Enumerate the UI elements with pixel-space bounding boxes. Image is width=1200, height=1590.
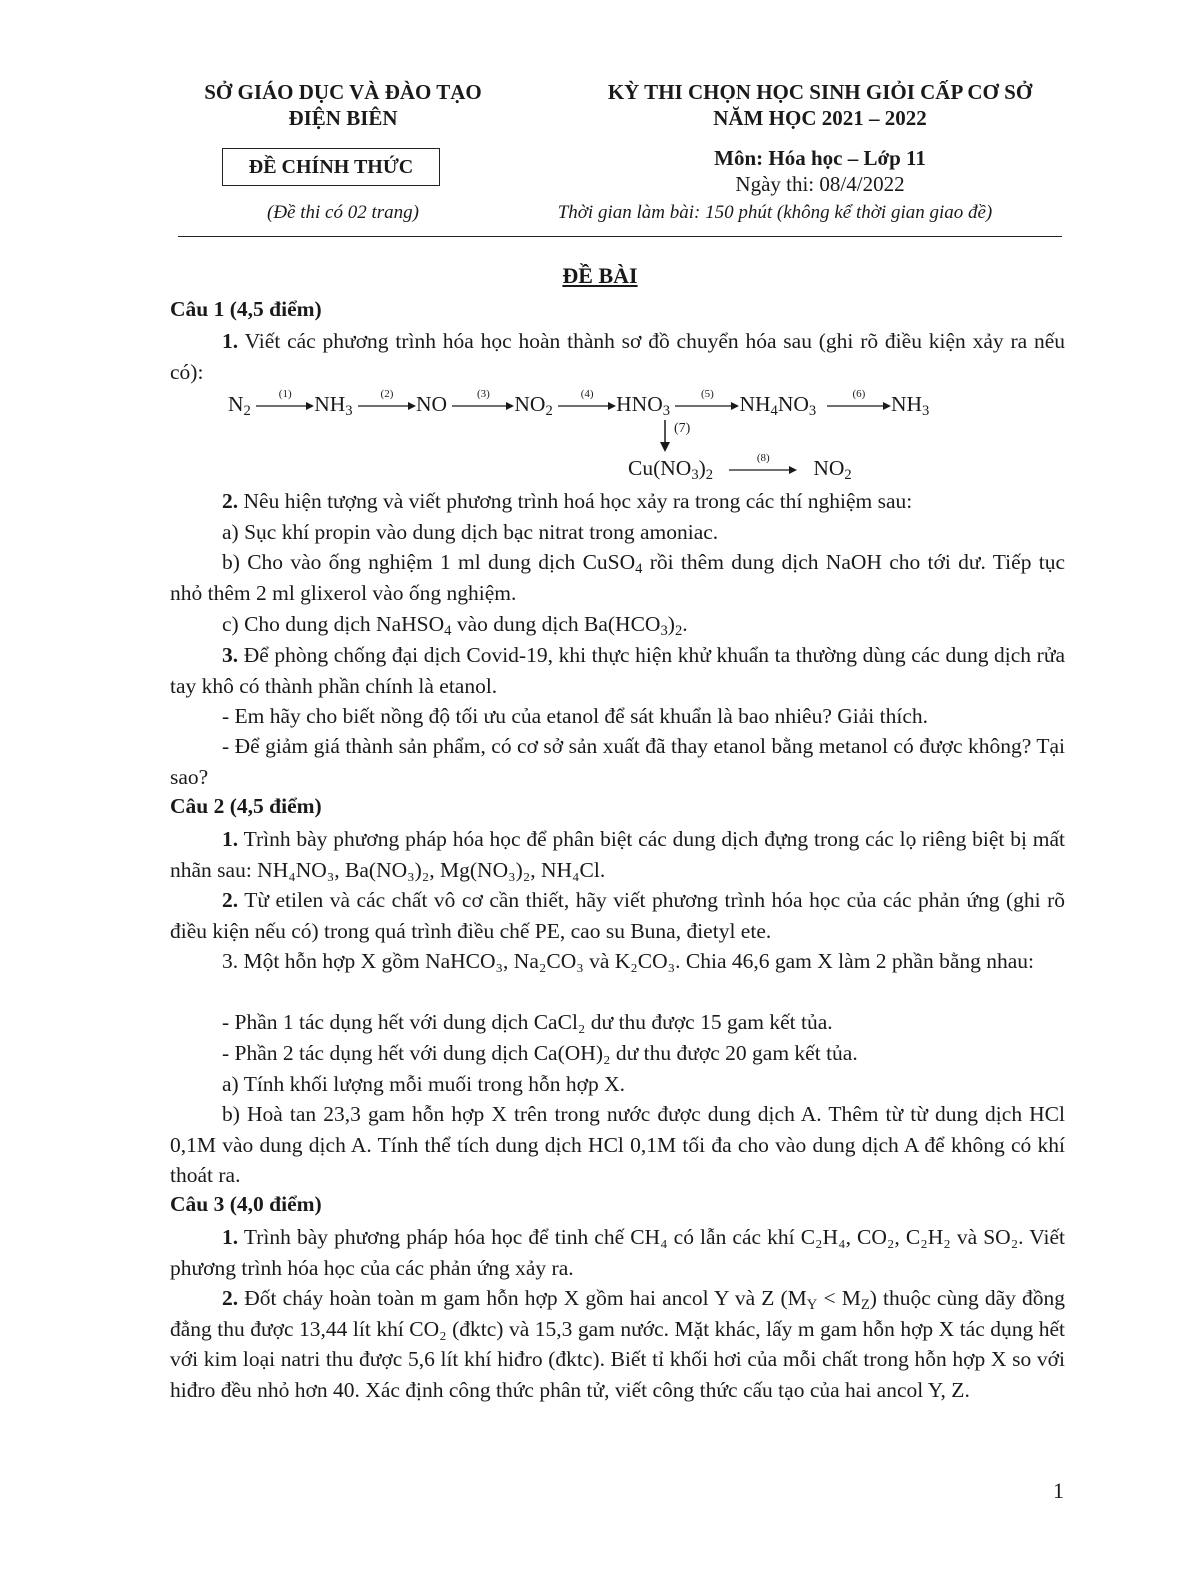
q2-part3-bullet2: - Phần 2 tác dụng hết với dung dịch Ca(OH)₂ dư thu được 20 gam kết tủa. [222, 1041, 858, 1065]
q1-part2-text: Nêu hiện tượng và viết phương trình hoá học xảy ra trong các thí nghiệm sau: [243, 489, 913, 513]
chem-no: NO [415, 392, 448, 416]
department-name: SỞ GIÁO DỤC VÀ ĐÀO TẠO [204, 80, 482, 104]
official-exam-label: ĐỀ CHÍNH THỨC [222, 148, 440, 186]
q3-part2-text: Đốt cháy hoàn toàn m gam hỗn hợp X gồm hai ancol Y và Z $(M_Y < M_Z)$ thuộc cùng dãy đồng đẳng thu được 13,44 lít khí CO₂ (đktc) và 15,3 gam nước. Mặt khác, lấy m gam hỗn hợp X tác dụng hết với kim loại natri thu được 5,6 lít khí hiđro (đktc). Biết tỉ khối hơi của mỗi chất trong hỗn hợp X so với hiđro đều nhỏ hơn 40. Xác định công thức phân tử, viết công thức cấu tạo của hai ancol Y, Z. [170, 1286, 1065, 1402]
arrow-3-line [452, 401, 514, 411]
chem-nh3: $NH_3$ [314, 392, 353, 420]
q1-part2-c-text1: c) Cho dung dịch NaHSO [222, 612, 445, 636]
q1-part2-c-sub2: 3 [660, 623, 668, 640]
chem-no2: $NO_2$ [514, 392, 553, 420]
q2-part3-a: a) Tính khối lượng mỗi muối trong hỗn hợp X. [222, 1072, 626, 1096]
chem-no2-branch: $NO_2$ [813, 456, 852, 484]
q1-part2-c [170, 609, 1065, 640]
arrow-5 [675, 388, 739, 411]
arrow-3 [452, 388, 514, 411]
q1-part2-b-text1: b) Cho vào ống nghiệm 1 ml dung dịch CuSO [222, 550, 636, 574]
page-number: 1 [1053, 1478, 1064, 1503]
arrow-2 [358, 388, 416, 411]
q2-part1-number: 1. [222, 827, 239, 851]
q1-part2-b [170, 547, 1065, 608]
question-1-heading: Câu 1 (4,5 điểm) [170, 297, 322, 321]
q2-part3-number: 3. [222, 949, 239, 973]
q2-part3 [170, 946, 1065, 977]
arrow-7 [658, 420, 672, 452]
q3-part1 [170, 1222, 1065, 1283]
pages-note: (Đề thi có 02 trang) [267, 202, 419, 223]
q3-part2-number: 2. [222, 1286, 239, 1310]
q1-part2-b-text2: rồi thêm dung dịch NaOH cho tới dư. Tiếp tục nhỏ thêm 2 ml glixerol vào ống nghiệm. [170, 550, 1065, 605]
subject: Môn: Hóa học – Lớp 11 [714, 146, 926, 170]
arrow-8-line [729, 465, 797, 475]
arrow-label-4: (4) [580, 388, 594, 401]
question-2-heading: Câu 2 (4,5 điểm) [170, 794, 322, 818]
arrow-label-6: (6) [852, 388, 866, 401]
q1-part2-a: a) Sục khí propin vào dung dịch bạc nitrat trong amoniac. [222, 520, 719, 544]
q1-part2-c-text3: ) [667, 612, 675, 636]
chem-nh3-final: $NH_3$ [890, 392, 930, 420]
arrow-1 [256, 388, 314, 411]
q1-part1 [170, 326, 1065, 387]
q2-part1 [170, 824, 1065, 885]
q1-part2-number: 2. [222, 489, 239, 513]
arrow-label-1: (1) [278, 388, 292, 401]
q3-part2 [170, 1283, 1065, 1405]
q1-part1-text: Viết các phương trình hóa học hoàn thành sơ đồ chuyển hóa sau (ghi rõ điều kiện xảy ra nếu có): [170, 329, 1065, 384]
q1-part2-c-text2: vào dung dịch Ba(HCO [451, 612, 661, 636]
chem-cuno32: $Cu(NO_3)_2$ [628, 456, 714, 484]
q1-part2-c-text4: . [682, 612, 688, 636]
reaction-branch [628, 452, 852, 484]
q2-part2 [170, 885, 1065, 946]
q1-part3-bullet2: - Để giảm giá thành sản phẩm, có cơ sở sản xuất đã thay etanol bằng metanol có được không? Tại sao? [170, 734, 1065, 789]
q3-part1-text: Trình bày phương pháp hóa học để tinh chế CH₄ có lẫn các khí C₂H₄, CO₂, C₂H₂ và SO₂. Viết phương trình hóa học của các phản ứng xảy ra. [170, 1225, 1065, 1280]
arrow-label-5: (5) [701, 388, 714, 401]
arrow-6 [827, 388, 891, 411]
arrow-label-2: (2) [380, 388, 394, 401]
chem-nh4no3: $NH_4NO_3$ [739, 392, 817, 420]
reaction-chain [228, 388, 930, 420]
q1-part2 [170, 486, 1065, 517]
arrow-label-8: (8) [756, 452, 770, 465]
q1-part3-bullet1: - Em hãy cho biết nồng độ tối ưu của etanol để sát khuẩn là bao nhiêu? Giải thích. [222, 704, 929, 728]
exam-title: KỲ THI CHỌN HỌC SINH GIỎI CẤP CƠ SỞ [607, 80, 1033, 104]
arrow-1-line [256, 401, 314, 411]
q2-part3-b: b) Hoà tan 23,3 gam hỗn hợp X trên trong nước được dung dịch A. Thêm từ từ dung dịch HCl 0,1M vào dung dịch A. Tính thể tích dung dịch HCl 0,1M tối đa cho vào dung dịch A để không có khí thoát ra. [170, 1102, 1065, 1187]
arrow-8 [729, 452, 797, 475]
arrow-4-line [558, 401, 616, 411]
chem-hno3: $HNO_3$ [616, 392, 671, 420]
question-3-heading: Câu 3 (4,0 điểm) [170, 1192, 322, 1216]
arrow-label-3: (3) [476, 388, 490, 401]
q2-part2-text: Từ etilen và các chất vô cơ cần thiết, hãy viết phương trình hóa học của các phản ứng (ghi rõ điều kiện nếu có) trong quá trình điều chế PE, cao su Buna, đietyl ete. [170, 888, 1065, 943]
q1-part1-number: 1. [222, 329, 239, 353]
arrow-4 [558, 388, 616, 411]
exam-date: Ngày thi: 08/4/2022 [735, 172, 905, 196]
province-name: ĐIỆN BIÊN [288, 106, 398, 130]
exam-duration: Thời gian làm bài: 150 phút (không kể thời gian giao đề) [557, 202, 993, 223]
q2-part2-number: 2. [222, 888, 239, 912]
q1-part3 [170, 640, 1065, 701]
q1-part2-c-sub1: 4 [444, 623, 452, 640]
q1-part2-c-sub3: 2 [674, 623, 683, 640]
q2-part1-text: Trình bày phương pháp hóa học để phân biệt các dung dịch đựng trong các lọ riêng biệt bị mất nhãn sau: NH₄NO₃, Ba(NO₃)₂, Mg(NO₃)₂, NH₄Cl. [170, 827, 1065, 882]
q2-part3-bullet1: - Phần 1 tác dụng hết với dung dịch CaCl₂ dư thu được 15 gam kết tủa. [222, 1010, 833, 1034]
arrow-label-7: (7) [674, 421, 691, 436]
arrow-2-line [358, 401, 416, 411]
page-title: ĐỀ BÀI [562, 263, 638, 288]
header-divider [178, 236, 1062, 237]
q2-part3-text: Một hỗn hợp X gồm NaHCO₃, Na₂CO₃ và K₂CO₃. Chia 46,6 gam X làm 2 phần bằng nhau: [243, 949, 1035, 973]
chem-n2: $N_2$ [228, 392, 251, 420]
q1-part3-text: Để phòng chống đại dịch Covid-19, khi thực hiện khử khuẩn ta thường dùng các dung dịch rửa tay khô có thành phần chính là etanol. [170, 643, 1066, 698]
q1-part2-b-sub: 4 [635, 561, 643, 578]
arrow-6-line [827, 401, 891, 411]
q1-part3-number: 3. [222, 643, 239, 667]
school-year: NĂM HỌC 2021 – 2022 [713, 106, 927, 130]
q3-part1-number: 1. [222, 1225, 239, 1249]
arrow-5-line [675, 401, 739, 411]
